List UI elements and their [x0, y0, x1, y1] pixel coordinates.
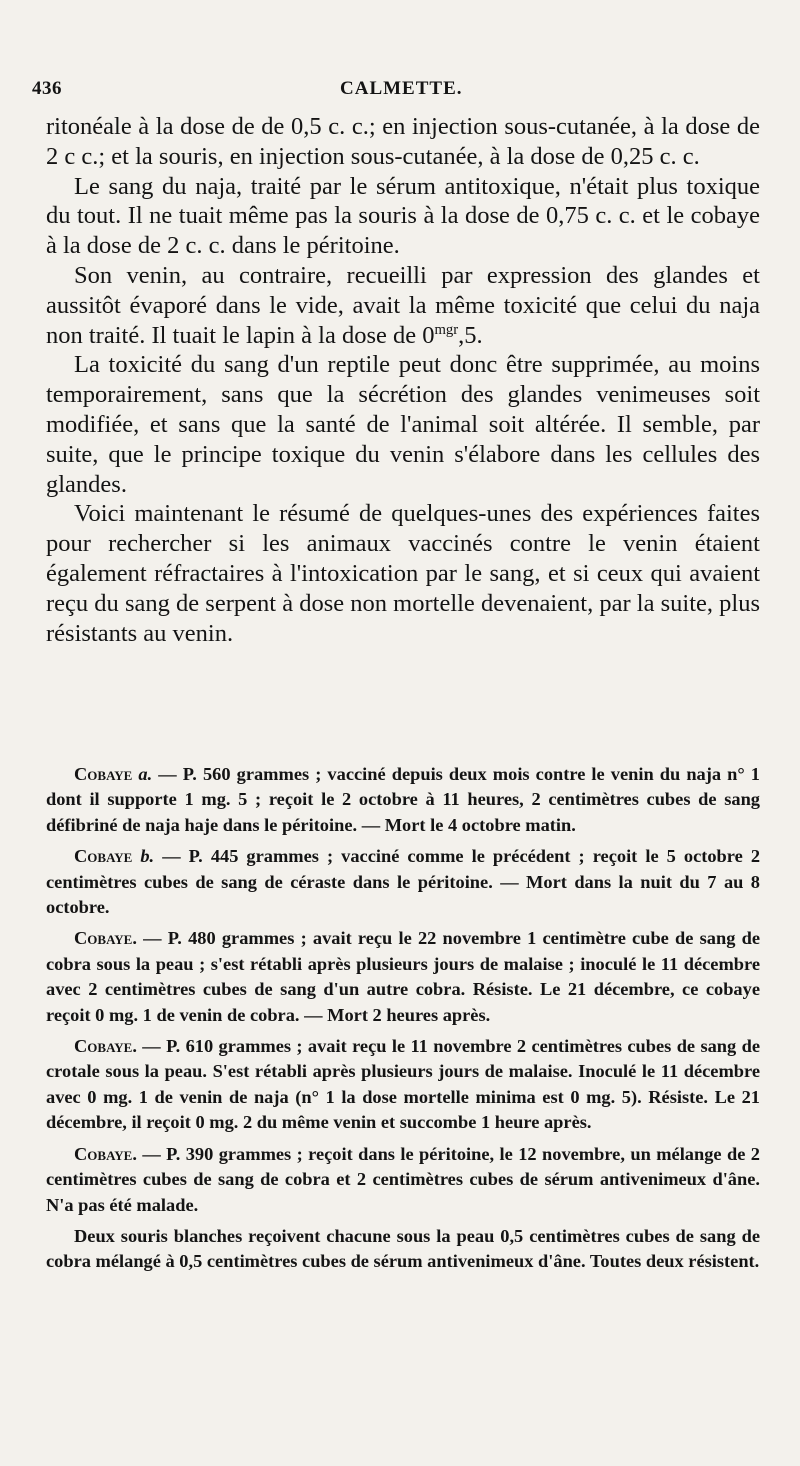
paragraph-text-end: ,5.: [458, 321, 483, 349]
experiment-label: Cobaye: [74, 1036, 133, 1057]
experiment-entry: [46, 1142, 760, 1218]
paragraph-text: Son venin, au contraire, recueilli par expression des glandes et aussitôt évaporé dans le vide, avait la même toxicité que celui du naja non traité. Il tuait le lapin à la dose de 0: [46, 261, 760, 349]
experiment-suffix: b.: [132, 846, 155, 867]
main-text: [46, 112, 760, 648]
experiment-label: Cobaye: [74, 1143, 133, 1164]
experiment-entry: [46, 762, 760, 838]
experiment-label: Cobaye: [74, 846, 133, 867]
experiment-text: Deux souris blanches reçoivent chacune sous la peau 0,5 centimètres cubes de sang de cobra mélangé à 0,5 centimètres cubes de sérum antivenimeux d'âne. Toutes deux résistent.: [46, 1225, 760, 1272]
experiment-notes: [46, 762, 760, 1281]
experiment-text: — P. 560 grammes ; vacciné depuis deux mois contre le venin du naja n° 1 dont il supporte 1 mg. 5 ; reçoit le 2 octobre à 11 heures, 2 centimètres cubes de sang défibriné de naja haje dans le péritoine. — Mort le 4 octobre matin.: [46, 764, 760, 835]
paragraph: [46, 261, 760, 350]
experiment-entry: [46, 844, 760, 920]
experiment-label: Cobaye: [74, 928, 133, 949]
experiment-suffix: a.: [132, 764, 153, 784]
experiment-text: — P. 610 grammes ; avait reçu le 11 novembre 2 centimètres cubes de sang de crotale sous la peau. S'est rétabli après plusieurs jours de malaise. Inoculé le 11 décembre avec 0 mg. 1 de venin de naja (n° 1 la dose mortelle minima est 0 mg. 5). Résiste. Le 21 décembre, il reçoit 0 mg. 2 du même venin et succombe 1 heure après.: [46, 1036, 760, 1133]
paragraph: La toxicité du sang d'un reptile peut donc être supprimée, au moins temporairement, sans que la sécrétion des glandes venimeuses soit modifiée, et sans que la santé de l'animal soit altérée. Il semble, par suite, que le principe toxique du venin s'élabore dans les cellules des glandes.: [46, 351, 760, 498]
experiment-text: — P. 390 grammes ; reçoit dans le péritoine, le 12 novembre, un mélange de 2 centimètres cubes de sang de cobra et 2 centimètres cubes de sérum antivenimeux d'âne. N'a pas été malade.: [46, 1143, 760, 1215]
paragraph: Le sang du naja, traité par le sérum antitoxique, n'était plus toxique du tout. Il ne tuait même pas la souris à la dose de 0,75 c. c. et le cobaye à la dose de 2 c. c. dans le péritoine.: [46, 172, 760, 260]
experiment-label: Cobaye: [74, 764, 133, 784]
experiment-suffix: .: [132, 928, 137, 949]
experiment-suffix: .: [132, 1036, 137, 1057]
experiment-text: — P. 445 grammes ; vacciné comme le précédent ; reçoit le 5 octobre 2 centimètres cubes de sang de céraste dans le péritoine. — Mort dans la nuit du 7 au 8 octobre.: [46, 846, 761, 918]
experiment-text: — P. 480 grammes ; avait reçu le 22 novembre 1 centimètre cube de sang de cobra sous la peau ; s'est rétabli après plusieurs jours de malaise ; inoculé le 11 décembre avec 2 centimètres cubes de sang d'un autre cobra. Résiste. Le 21 décembre, ce cobaye reçoit 0 mg. 1 de venin de cobra. — Mort 2 heures après.: [46, 928, 760, 1025]
experiment-suffix: .: [132, 1143, 137, 1164]
page-number: 436: [32, 78, 62, 99]
experiment-entry: [46, 1224, 760, 1275]
unit-superscript: mgr: [434, 321, 459, 338]
running-head: CALMETTE.: [340, 78, 463, 99]
experiment-entry: [46, 926, 760, 1028]
experiment-entry: [46, 1034, 760, 1136]
paragraph: ritonéale à la dose de de 0,5 c. c.; en injection sous-cutanée, à la dose de 2 c c.; et la souris, en injection sous-cutanée, à la dose de 0,25 c. c.: [46, 113, 760, 170]
paragraph: Voici maintenant le résumé de quelques-unes des expériences faites pour rechercher si les animaux vaccinés contre le venin étaient également réfractaires à l'intoxication par le sang, et si ceux qui avaient reçu du sang de serpent à dose non mortelle devenaient, par la suite, plus résistants au venin.: [46, 500, 760, 647]
